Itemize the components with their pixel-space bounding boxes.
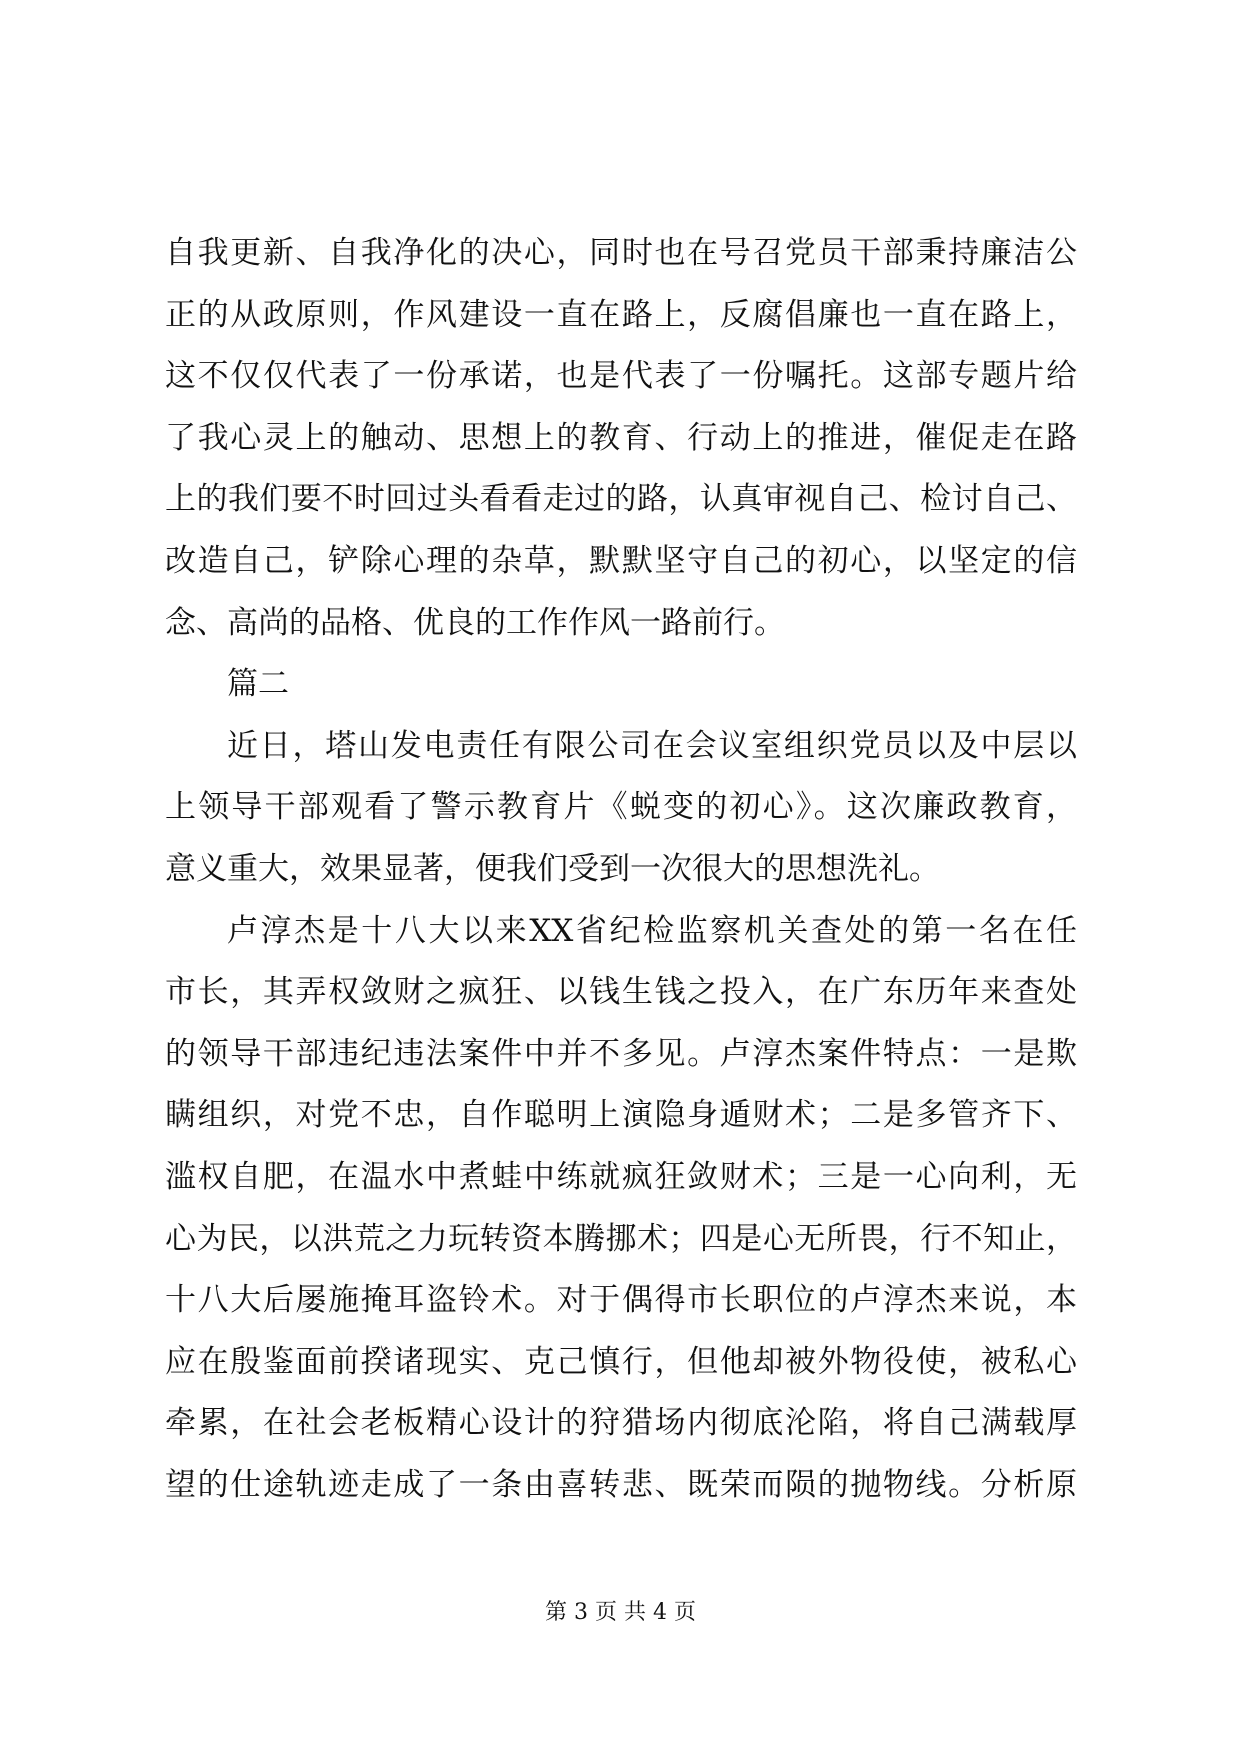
body-line: 改造自己，铲除心理的杂草，默默坚守自己的初心，以坚定的信 — [165, 542, 1077, 579]
body-line: 念、高尚的品格、优良的工作作风一路前行。 — [165, 604, 785, 641]
body-line: 牵累，在社会老板精心设计的狩猎场内彻底沦陷，将自己满载厚 — [165, 1405, 1077, 1442]
body-line: 十八大后屡施掩耳盗铃术。对于偶得市长职位的卢淳杰来说，本 — [165, 1282, 1077, 1319]
body-line: 意义重大，效果显著，便我们受到一次很大的思想洗礼。 — [165, 850, 940, 887]
body-line: 近日，塔山发电责任有限公司在会议室组织党员以及中层以 — [227, 727, 1077, 764]
document-body — [165, 223, 1077, 1516]
body-line: 自我更新、自我净化的决心，同时也在号召党员干部秉持廉洁公 — [165, 235, 1077, 271]
body-line: 心为民，以洪荒之力玩转资本腾挪术；四是心无所畏，行不知止， — [165, 1220, 1077, 1257]
body-line: 滥权自肥，在温水中煮蛙中练就疯狂敛财术；三是一心向利，无 — [165, 1158, 1077, 1195]
body-line: 上领导干部观看了警示教育片《蜕变的初心》。这次廉政教育， — [165, 789, 1077, 826]
section-heading: 篇二 — [227, 666, 289, 703]
body-line: 了我心灵上的触动、思想上的教育、行动上的推进，催促走在路 — [165, 419, 1077, 456]
page-footer: 第 3 页 共 4 页 — [545, 1600, 696, 1625]
body-line: 市长，其弄权敛财之疯狂、以钱生钱之投入，在广东历年来查处 — [165, 974, 1077, 1011]
body-line: 正的从政原则，作风建设一直在路上，反腐倡廉也一直在路上， — [165, 296, 1077, 333]
body-line: 应在殷鉴面前揆诸现实、克己慎行，但他却被外物役使，被私心 — [165, 1343, 1077, 1380]
body-line: 望的仕途轨迹走成了一条由喜转悲、既荣而陨的抛物线。分析原 — [165, 1466, 1077, 1503]
body-line: 上的我们要不时回过头看看走过的路，认真审视自己、检讨自己、 — [165, 481, 1077, 518]
body-line: 卢淳杰是十八大以来XX省纪检监察机关查处的第一名在任 — [227, 912, 1077, 949]
body-line: 瞒组织，对党不忠，自作聪明上演隐身遁财术；二是多管齐下、 — [165, 1097, 1077, 1134]
body-line: 的领导干部违纪违法案件中并不多见。卢淳杰案件特点：一是欺 — [165, 1035, 1077, 1072]
body-line: 这不仅仅代表了一份承诺，也是代表了一份嘱托。这部专题片给 — [165, 358, 1077, 395]
